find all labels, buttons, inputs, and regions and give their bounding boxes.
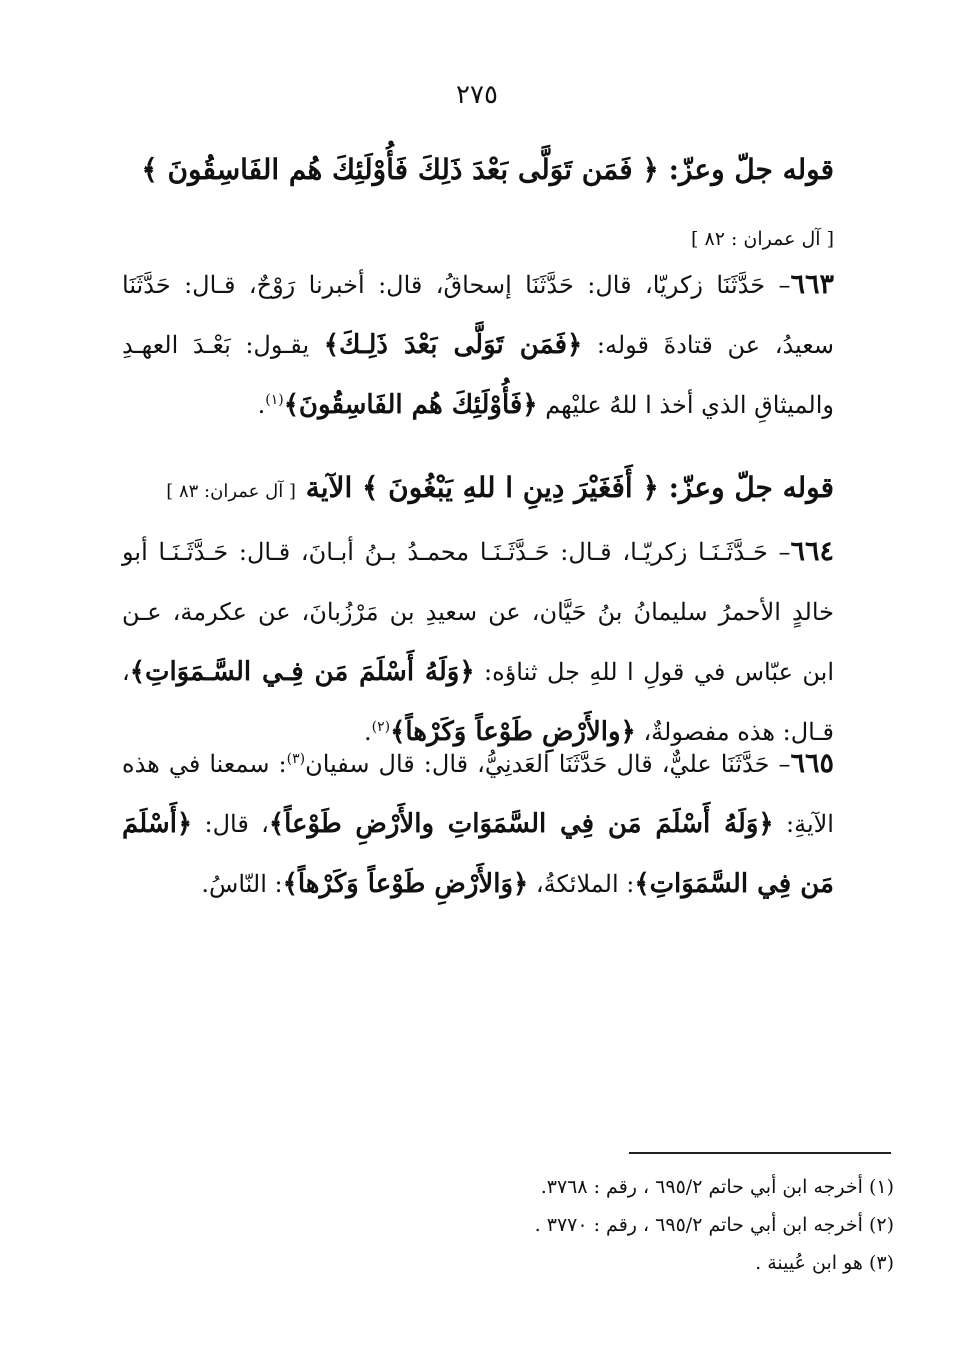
quran-quote: ﴿فَمَن تَوَلَّى بَعْدَ ذَلِـكَ﴾ bbox=[323, 330, 583, 360]
quran-quote: ﴿والأَرْضِ طَوْعاً وَكَرْهاً﴾ bbox=[390, 717, 636, 747]
hadith-paragraph bbox=[122, 522, 834, 762]
heading-verse: ﴿ أَفَغَيْرَ دِينِ ا للهِ يَبْغُونَ ﴾ الآية bbox=[305, 471, 659, 504]
footnote-divider bbox=[629, 1152, 891, 1154]
verse-reference: [ آل عمران: ٨٣ ] bbox=[166, 481, 296, 502]
hadith-paragraph bbox=[122, 734, 834, 914]
heading-intro: قوله جلّ وعزّ: bbox=[668, 471, 834, 504]
heading-intro: قوله جلّ وعزّ: bbox=[668, 153, 834, 186]
hadith-text: : سمعنا في هذه الآيةِ: bbox=[122, 750, 834, 838]
quran-quote: ﴿وَلَهُ أَسْلَمَ مَن فِـي السَّـمَوَاتِ﴾ bbox=[129, 657, 475, 687]
heading-verse: ﴿ فَمَن تَوَلَّى بَعْدَ ذَلِكَ فَأُوْلَئِكَ هُم الفَاسِقُونَ ﴾ bbox=[141, 153, 659, 186]
footnote: (٣) هو ابن عُيينة . bbox=[755, 1252, 894, 1274]
verse-reference: [ آل عمران : ٨٢ ] bbox=[691, 228, 834, 250]
footnote: (١) أخرجه ابن أبي حاتم ٦٩٥/٢ ، رقم : ٣٧٦٨. bbox=[540, 1176, 894, 1198]
hadith-text: ، قـال: هذه مفصولةٌ، bbox=[122, 658, 834, 746]
footnote: (٢) أخرجه ابن أبي حاتم ٦٩٥/٢ ، رقم : ٣٧٧٠ . bbox=[534, 1214, 894, 1236]
section-heading bbox=[122, 150, 834, 190]
hadith-text: – حَـدَّثَـنَـا زكريّـا، قـال: حَـدَّثَـنَـا محمـدُ بـنُ أبـانَ، قـال: حَـدَّثَـنَـا أبو خالدٍ الأحمرُ سليمانُ بنُ حَيَّان، عن سعيدِ بن مَرْزُبانَ، عن عكرمة، عـن ابن عبّاس في قولِ ا للهِ جل ثناؤه: bbox=[122, 538, 834, 686]
page-number: ٢٧٥ bbox=[456, 80, 498, 110]
hadith-number: ٦٦٥ bbox=[790, 748, 834, 779]
hadith-text: : النّاسُ. bbox=[201, 870, 283, 898]
quran-quote: ﴿وَلَهُ أَسْلَمَ مَن فِي السَّمَوَاتِ والأَرْضِ طَوْعاً﴾ bbox=[268, 809, 774, 839]
footnote-marker: (٣) bbox=[286, 751, 306, 767]
quran-quote: ﴿وَالأَرْضِ طَوْعاً وَكَرْهاً﴾ bbox=[282, 869, 529, 899]
footnote-marker: (٢) bbox=[371, 719, 391, 735]
section-heading bbox=[122, 468, 834, 512]
hadith-paragraph bbox=[122, 255, 834, 435]
hadith-text: – حَدَّثَنَا عليٌّ، قال حَدَّثَنَا العَدنِيُّ، قال: قال سفيان bbox=[305, 750, 791, 778]
hadith-text: ، قال: bbox=[204, 810, 269, 838]
footnote-marker: (١) bbox=[265, 392, 284, 408]
hadith-number: ٦٦٤ bbox=[790, 536, 834, 567]
quran-quote: ﴿أَسْلَمَ مَن فِي السَّمَوَاتِ﴾ bbox=[122, 809, 834, 899]
sentence-end: . bbox=[257, 391, 266, 419]
hadith-number: ٦٦٣ bbox=[790, 269, 834, 300]
hadith-text: يقـول: بَعْـدَ العهـدِ والميثاقِ الذي أخذ ا للهُ عليْهم bbox=[122, 331, 834, 419]
hadith-text: : الملائكةُ، bbox=[535, 870, 635, 898]
quran-quote: ﴿فَأُوْلَئِكَ هُم الفَاسِقُونَ﴾ bbox=[283, 390, 538, 420]
footnotes bbox=[122, 1168, 894, 1282]
sentence-end: . bbox=[364, 718, 372, 746]
hadith-text: – حَدَّثَنَا زكريّا، قال: حَدَّثَنَا إسحاقُ، قال: أخبرنا رَوْحٌ، قـال: حَدَّثَنَا سعيدُ، عن قتادةَ قوله: bbox=[122, 271, 834, 359]
